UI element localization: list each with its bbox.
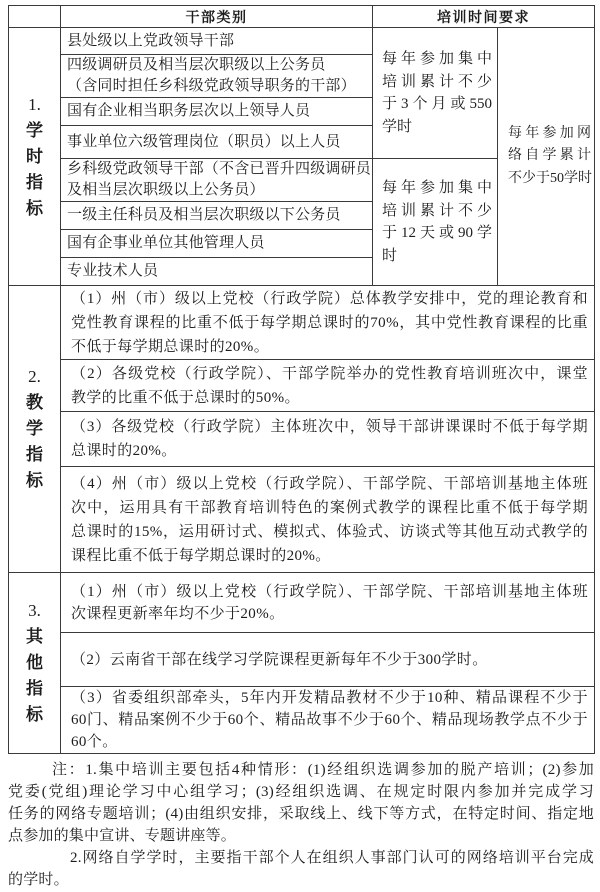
item-line: 教学的比重不低于总课时的50%。 [71,389,300,406]
section-label-teaching [9,286,61,573]
item-line: （1）州（市）级以上党校（行政学院）、干部学院、干部培训基地主体班 [71,583,588,600]
requirement-line: 培训累计不少 [382,202,492,219]
category-text: 四级调研员及相当层次职级以上公务员 [67,57,326,73]
item-line: 党性教育课程的比重不低于每学期总课时的70%，其中党性教育课程的比重 [71,314,588,331]
section-number: 2. [28,367,41,386]
category-text: 及相当层次职级以上公务员） [67,182,265,198]
item-line: （2）云南省干部在线学习学院课程更新每年不少于300学时。 [71,651,488,668]
requirement-line: 每年参加集中 [382,51,492,67]
section-number: 1. [28,94,41,114]
teaching-row [9,412,595,467]
requirement-line: 时 [382,247,398,264]
notes [8,759,594,891]
requirement-line: 培训累计不少 [382,73,492,90]
other-row [9,573,595,633]
category-text: 一级主任科员及相当层次职级以下公务员 [67,207,341,223]
category-cell [61,126,373,159]
concentrated-training-junior-cell [373,159,498,286]
requirement-line: 于3个月或550 [382,96,492,112]
teaching-row [9,286,595,360]
note-line: 任务的网络专题培训；(4)由组织安排，采取线上、线下等方式，在特定时间、指定地 [8,806,594,822]
item-line: 60门、精品案例不少于60个、精品故事不少于60个、精品现场教学点不少于 [71,712,588,728]
concentrated-training-senior-cell [373,28,498,159]
section-title: 其他指标 [25,627,43,724]
other-item-2 [61,633,595,687]
section-label-study-hours [9,28,61,286]
category-cell [61,98,373,126]
item-line: （4）州（市）级以上党校（行政学院）、干部学院、干部培训基地主体班 [71,475,588,492]
teaching-item-2 [61,360,595,412]
category-text: 专业技术人员 [67,263,159,279]
category-text: 国有企业相当职务层次以上领导人员 [67,103,311,119]
item-line: 次课程更新率年均不少于20%。 [71,605,285,622]
other-item-3 [61,687,595,754]
category-row [9,28,595,55]
category-text: 乡科级党政领导干部（不含已晋升四级调研员 [67,161,372,177]
requirement-line: 每年参加网 [508,125,591,141]
section-label-other [9,573,61,754]
note-line: 党委(党组)理论学习中心组学习；(3)经组织选调、在规定时限内参加并完成学习 [8,784,594,800]
teaching-row [9,360,595,412]
item-line: 总课时的20%。 [71,443,177,459]
section-title: 学时指标 [25,120,43,218]
other-row [9,687,595,754]
requirement-line: 不少于50学时 [508,170,592,186]
category-cell [61,230,373,258]
category-text: （含同时担任乡科级党政领导职务的干部） [67,78,356,94]
item-line: （2）各级党校（行政学院）、干部学院举办的党性教育培训班次中，课堂 [71,365,588,382]
item-line: 总课时的15%，运用研讨式、模拟式、体验式、访谈式等其他互动式教学的 [71,523,588,540]
category-cell [61,159,373,202]
header-blank-cell [9,6,61,28]
note-1 [8,759,594,847]
header-category: 干部类别 [61,6,373,28]
teaching-item-1 [61,286,595,360]
header-requirement: 培训时间要求 [373,6,595,28]
note-line: 的学时。 [8,872,69,888]
category-text: 国有企事业单位其他管理人员 [67,235,265,251]
item-line: （3）各级党校（行政学院）主体班次中，领导干部讲课课时不低于每学期 [71,419,588,435]
requirement-line: 络自学累计 [508,148,591,164]
requirement-line: 每年参加集中 [382,180,492,196]
item-line: 次中，运用具有干部教育培训特色的案例式教学的课程比重不低于每学期 [71,499,588,516]
teaching-item-4 [61,467,595,573]
other-row [9,633,595,687]
section-title: 教学指标 [25,393,43,490]
other-item-1 [61,573,595,633]
category-text: 县处级以上党政领导干部 [67,32,235,49]
requirement-line: 于12天或90学 [382,225,492,241]
indicator-table [8,5,595,754]
note-line: 2.网络自学学时，主要指干部个人在组织人事部门认可的网络培训平台完成 [70,850,594,866]
category-text: 事业单位六级管理岗位（职员）以上人员 [67,133,341,150]
item-line: 60个。 [71,734,118,750]
requirement-line: 学时 [382,118,413,135]
category-cell [61,202,373,230]
category-cell [61,28,373,55]
header-row [9,6,595,28]
online-self-study-cell [498,28,595,286]
item-line: 课程比重不低于每学期总课时的20%。 [71,547,331,564]
item-line: （1）州（市）级以上党校（行政学院）总体教学安排中，党的理论教育和 [71,290,588,307]
category-cell [61,55,373,98]
teaching-item-3 [61,412,595,467]
item-line: （3）省委组织部牵头，5年内开发精品教材不少于10种、精品课程不少于 [71,690,588,706]
item-line: 不低于每学期总课时的20%。 [71,338,270,355]
note-line: 点参加的集中宣讲、专题讲座等。 [8,828,237,844]
category-cell [61,258,373,286]
note-line: 注：1.集中培训主要包括4种情形：(1)经组织选调参加的脱产培训；(2)参加 [52,762,594,778]
note-2 [8,847,594,891]
teaching-row [9,467,595,573]
section-number: 3. [28,601,41,620]
